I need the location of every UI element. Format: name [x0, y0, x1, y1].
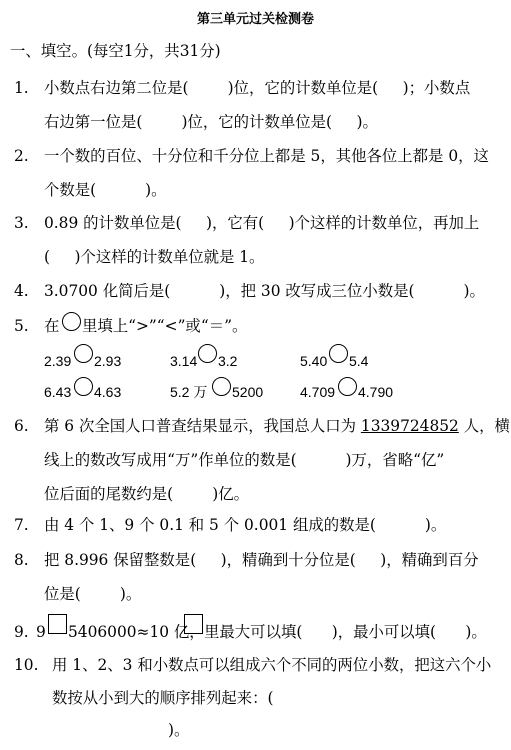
- question-2-number: 2.: [14, 147, 29, 165]
- compare-circle[interactable]: [74, 344, 93, 363]
- question-6-line2: 线上的数改写成用“万”作单位的数是( )万，省略“亿”: [44, 451, 445, 469]
- question-10-number: 10.: [14, 656, 39, 674]
- question-1-line2: 右边第一位是( )位，它的计数单位是( )。: [44, 113, 378, 131]
- compare-left: 3.14: [170, 353, 198, 369]
- question-1-line1: 小数点右边第二位是( )位，它的计数单位是( )；小数点: [44, 79, 471, 97]
- question-8-number: 8.: [14, 551, 29, 569]
- question-6-post: 人，横: [458, 417, 510, 435]
- question-1-number: 1.: [14, 79, 29, 97]
- question-6-number: 6.: [14, 417, 29, 435]
- question-6-line1: [44, 416, 510, 436]
- compare-right: 4.790: [358, 384, 394, 400]
- compare-left: 5.2 万: [170, 384, 208, 400]
- compare-left: 5.40: [300, 353, 328, 369]
- compare-right: 5.4: [349, 353, 369, 369]
- question-9-text2: 里最大可以填( )，最小可以填( )。: [204, 623, 487, 641]
- compare-right: 3.2: [218, 353, 238, 369]
- question-10-line3: )。: [168, 721, 190, 739]
- answer-circle-example: [62, 312, 81, 331]
- question-8-line1: 把 8.996 保留整数是( )，精确到十分位是( )，精确到百分: [44, 551, 479, 569]
- question-6-pre: 第 6 次全国人口普查结果显示，我国总人口为: [44, 417, 361, 435]
- question-9-digit: 9: [36, 623, 46, 641]
- question-3-number: 3.: [14, 214, 29, 232]
- population-number: 1339724852: [360, 417, 459, 435]
- page-title: 第三单元过关检测卷: [196, 12, 314, 27]
- question-7-line1: 由 4 个 1、9 个 0.1 和 5 个 0.001 组成的数是( )。: [44, 516, 447, 534]
- digit-blank-box-reference: [184, 614, 203, 634]
- question-9-number: 9.: [14, 623, 29, 641]
- question-8-line2: 位是( )。: [44, 585, 142, 603]
- question-9-text1: 5406000≈10 亿，: [68, 623, 205, 641]
- question-4-line1: 3.0700 化简后是( )，把 30 改写成三位小数是( )。: [44, 282, 485, 300]
- question-3-line1: 0.89 的计数单位是( )，它有( )个这样的计数单位，再加上: [44, 214, 480, 232]
- question-7-number: 7.: [14, 516, 29, 534]
- digit-blank-box[interactable]: [48, 614, 67, 634]
- compare-right: 5200: [232, 384, 264, 400]
- question-10-line2: 数按从小到大的顺序排列起来：(: [52, 689, 274, 707]
- compare-right: 2.93: [94, 353, 122, 369]
- compare-circle[interactable]: [329, 344, 348, 363]
- compare-right: 4.63: [94, 384, 122, 400]
- compare-circle[interactable]: [338, 377, 357, 396]
- question-10-line1: 用 1、2、3 和小数点可以组成六个不同的两位小数，把这六个小: [52, 656, 492, 674]
- question-5-pre: 在: [44, 317, 60, 335]
- question-2-line2: 个数是( )。: [44, 181, 167, 199]
- section-heading: 一、填空。(每空1分，共31分): [10, 42, 221, 60]
- question-5-number: 5.: [14, 317, 29, 335]
- compare-circle[interactable]: [198, 344, 217, 363]
- question-3-line2: ( )个这样的计数单位就是 1。: [44, 248, 265, 266]
- compare-left: 4.709: [300, 384, 336, 400]
- question-2-line1: 一个数的百位、十分位和千分位上都是 5，其他各位上都是 0，这: [44, 147, 489, 165]
- compare-circle[interactable]: [212, 377, 231, 396]
- compare-left: 2.39: [44, 353, 72, 369]
- compare-circle[interactable]: [74, 377, 93, 396]
- question-4-number: 4.: [14, 282, 29, 300]
- question-5-post: 里填上“>”“<”或“＝”。: [82, 317, 248, 335]
- question-6-line3: 位后面的尾数约是( )亿。: [44, 485, 250, 503]
- compare-left: 6.43: [44, 384, 72, 400]
